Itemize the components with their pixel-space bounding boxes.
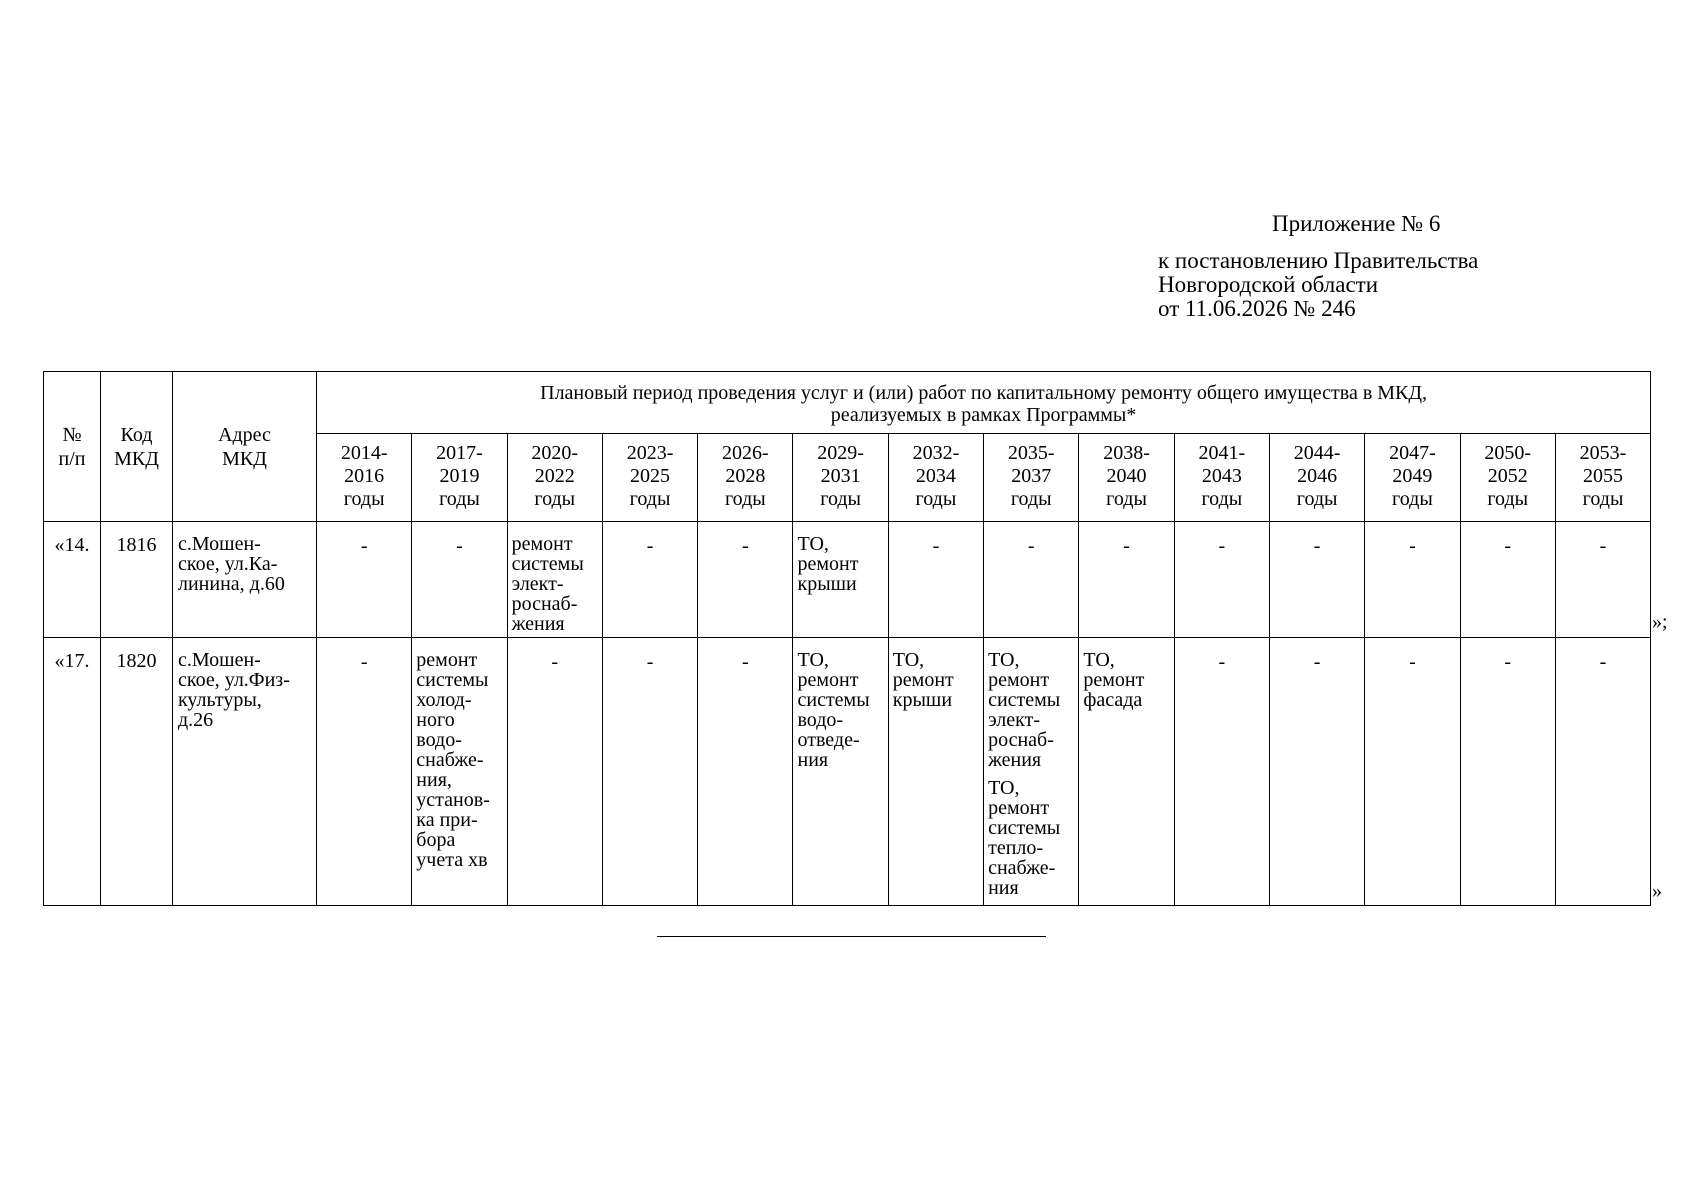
period-header-line: годы	[1487, 488, 1529, 510]
address-line: с.Мошен-	[178, 533, 261, 555]
work-item-line: холод-	[416, 689, 472, 711]
work-item-line: фасада	[1083, 689, 1143, 711]
address-line: культуры,	[178, 689, 262, 711]
footer-rule	[657, 936, 1046, 937]
building-address	[173, 638, 317, 906]
work-item-line: установ-	[416, 789, 490, 811]
address-line: с.Мошен-	[178, 649, 261, 671]
period-cell-empty: -	[1269, 638, 1364, 906]
period-cell-work	[1079, 638, 1174, 906]
period-header-9	[1174, 434, 1269, 522]
period-cell-empty: -	[507, 638, 602, 906]
header-num-line-1: №	[62, 423, 82, 446]
work-item-line: ремонт	[797, 669, 859, 691]
work-item-line: ТО,	[892, 649, 925, 671]
period-cell-empty: -	[602, 638, 697, 906]
resolution-line-1: к постановлению Правительства	[1158, 248, 1479, 273]
work-item-line: тепло-	[988, 837, 1044, 859]
period-header-line: 2023-	[626, 442, 674, 464]
period-header-line: годы	[1582, 488, 1624, 510]
header-period-title	[317, 372, 1651, 434]
period-header-line: 2032-	[912, 442, 960, 464]
work-item	[893, 650, 981, 710]
period-header-4	[698, 434, 793, 522]
period-cell-work	[984, 638, 1079, 906]
period-header-line: 2038-	[1103, 442, 1150, 464]
work-item	[512, 534, 600, 634]
work-item	[797, 650, 885, 770]
header-code-line-1: Код	[120, 423, 153, 446]
period-title-line-2: реализуемых в рамках Программы*	[830, 404, 1137, 426]
work-item-line: системы	[416, 669, 489, 691]
appendix-title: Приложение № 6	[1272, 211, 1441, 236]
work-item-line: ремонт	[511, 533, 573, 555]
work-item-line: ТО,	[1083, 649, 1115, 671]
row-end-mark-2: »	[1652, 880, 1662, 902]
work-item	[797, 534, 885, 594]
period-header-line: 2035-	[1007, 442, 1055, 464]
resolution-line-3: от 11.06.2026 № 246	[1158, 296, 1356, 321]
period-header-line: 2019	[439, 465, 480, 487]
work-item-line: ния	[988, 877, 1019, 899]
work-item-line: роснаб-	[511, 593, 578, 615]
period-header-1	[412, 434, 507, 522]
period-header-line: 2017-	[436, 442, 483, 464]
period-cell-empty: -	[317, 522, 412, 638]
period-header-line: 2014-	[340, 442, 388, 464]
period-cell-work	[412, 638, 507, 906]
period-header-line: годы	[343, 488, 385, 510]
period-cell-empty: -	[1174, 522, 1269, 638]
period-cell-empty: -	[984, 522, 1079, 638]
table-row	[44, 522, 1651, 638]
work-item-line: ка при-	[416, 809, 478, 831]
period-header-line: 2050-	[1484, 442, 1532, 464]
period-header-11	[1365, 434, 1460, 522]
work-item-line: роснаб-	[988, 729, 1054, 751]
period-cell-empty: -	[698, 638, 793, 906]
work-item-line: элект-	[511, 573, 564, 595]
period-header-line: 2041-	[1198, 442, 1246, 464]
period-header-line: годы	[915, 488, 957, 510]
work-item-line: ТО,	[797, 649, 829, 671]
row-number: «17.	[44, 638, 101, 906]
period-header-0	[317, 434, 412, 522]
work-item-line: водо-	[416, 729, 462, 751]
period-header-line: 2049	[1392, 465, 1433, 487]
period-header-line: годы	[1010, 488, 1052, 510]
table-row	[44, 638, 1651, 906]
period-header-line: 2040	[1106, 465, 1147, 487]
header-address-line-1: Адрес	[218, 423, 271, 446]
building-code: 1816	[101, 522, 173, 638]
header-num-line-2: п/п	[58, 447, 86, 470]
work-item-line: жения	[511, 613, 565, 635]
period-header-line: годы	[1201, 488, 1243, 510]
period-header-line: 2043	[1201, 465, 1242, 487]
resolution-line-2: Новгородской области	[1158, 272, 1379, 297]
building-code: 1820	[101, 638, 173, 906]
header-address	[173, 372, 317, 522]
period-cell-empty: -	[1174, 638, 1269, 906]
work-item-line: системы	[511, 553, 584, 575]
period-header-3	[602, 434, 697, 522]
work-item-line: водо-	[797, 709, 844, 731]
building-address	[173, 522, 317, 638]
period-header-line: 2034	[915, 465, 956, 487]
period-cell-empty: -	[1079, 522, 1174, 638]
header-num	[44, 372, 101, 522]
period-header-line: годы	[1106, 488, 1147, 510]
period-header-6	[888, 434, 983, 522]
work-item-line: ТО,	[797, 533, 829, 555]
period-header-line: годы	[1392, 488, 1433, 510]
work-item-line: ремонт	[988, 797, 1050, 819]
work-item-line: бора	[416, 829, 456, 851]
header-code-line-2: МКД	[114, 447, 159, 470]
period-header-line: 2022	[534, 465, 575, 487]
resolution-reference	[1158, 249, 1478, 321]
period-header-13	[1555, 434, 1650, 522]
period-cell-empty: -	[1555, 522, 1650, 638]
period-header-line: 2026-	[722, 442, 769, 464]
row-number: «14.	[44, 522, 101, 638]
period-header-line: 2028	[725, 465, 766, 487]
period-header-5	[793, 434, 888, 522]
period-cell-empty: -	[1365, 638, 1460, 906]
period-header-line: годы	[629, 488, 671, 510]
period-cell-empty: -	[1269, 522, 1364, 638]
work-item-line: ремонт	[892, 669, 954, 691]
period-cell-work	[793, 522, 888, 638]
period-header-line: 2047-	[1389, 442, 1436, 464]
period-header-line: 2046	[1297, 465, 1338, 487]
period-header-line: 2016	[344, 465, 385, 487]
period-cell-empty: -	[412, 522, 507, 638]
period-cell-empty: -	[1555, 638, 1650, 906]
work-item	[416, 650, 504, 870]
address-line: ское, ул.Ка-	[178, 553, 278, 575]
period-header-line: 2055	[1583, 465, 1624, 487]
row-end-mark-1: »;	[1652, 611, 1668, 633]
work-item-line: учета хв	[416, 849, 488, 871]
period-header-line: годы	[1296, 488, 1338, 510]
period-cell-work	[507, 522, 602, 638]
work-item-line: жения	[988, 749, 1042, 771]
repair-schedule-table	[43, 371, 1651, 906]
period-cell-empty: -	[1365, 522, 1460, 638]
period-header-line: 2025	[630, 465, 671, 487]
work-item-line: элект-	[988, 709, 1041, 731]
work-item	[988, 778, 1076, 898]
period-cell-empty: -	[698, 522, 793, 638]
period-header-line: 2020-	[531, 442, 579, 464]
period-header-line: годы	[820, 488, 861, 510]
period-cell-empty: -	[1460, 522, 1555, 638]
work-item	[988, 650, 1076, 770]
period-cell-work	[793, 638, 888, 906]
address-line: линина, д.60	[178, 573, 285, 595]
period-cell-empty: -	[602, 522, 697, 638]
header-code	[101, 372, 173, 522]
period-header-line: 2053-	[1579, 442, 1627, 464]
period-cell-empty: -	[888, 522, 983, 638]
period-header-2	[507, 434, 602, 522]
period-header-line: 2029-	[817, 442, 864, 464]
period-header-line: 2052	[1487, 465, 1528, 487]
work-item-line: снабже-	[988, 857, 1056, 879]
work-item-line: ного	[416, 709, 455, 731]
period-header-12	[1460, 434, 1555, 522]
work-item-line: ремонт	[416, 649, 478, 671]
work-item	[1083, 650, 1171, 710]
work-item-line: ремонт	[988, 669, 1050, 691]
period-header-10	[1269, 434, 1364, 522]
period-cell-work	[888, 638, 983, 906]
work-item-line: системы	[988, 817, 1061, 839]
period-header-line: годы	[724, 488, 766, 510]
work-item-line: ремонт	[1083, 669, 1145, 691]
address-line: д.26	[178, 709, 214, 731]
work-item-line: ремонт	[797, 553, 859, 575]
work-item-line: ТО,	[988, 777, 1020, 799]
work-item-line: системы	[988, 689, 1061, 711]
period-header-line: 2031	[820, 465, 861, 487]
period-header-line: 2044-	[1293, 442, 1341, 464]
work-item-line: системы	[797, 689, 870, 711]
header-address-line-2: МКД	[222, 447, 267, 470]
period-cell-empty: -	[317, 638, 412, 906]
work-item-line: снабже-	[416, 749, 484, 771]
work-item-line: ния	[797, 749, 829, 771]
period-header-8	[1079, 434, 1174, 522]
work-item-line: отведе-	[797, 729, 860, 751]
work-item-line: крыши	[797, 573, 857, 595]
period-header-line: годы	[439, 488, 480, 510]
work-item-line: ТО,	[988, 649, 1020, 671]
address-line: ское, ул.Физ-	[178, 669, 290, 691]
work-item-line: ния,	[416, 769, 452, 791]
period-header-7	[984, 434, 1079, 522]
period-title-line-1: Плановый период проведения услуг и (или) работ по капитальному ремонту общего имущества в МКД,	[540, 382, 1428, 404]
period-cell-empty: -	[1460, 638, 1555, 906]
period-header-line: годы	[534, 488, 576, 510]
work-item-line: крыши	[892, 689, 953, 711]
period-header-line: 2037	[1011, 465, 1052, 487]
